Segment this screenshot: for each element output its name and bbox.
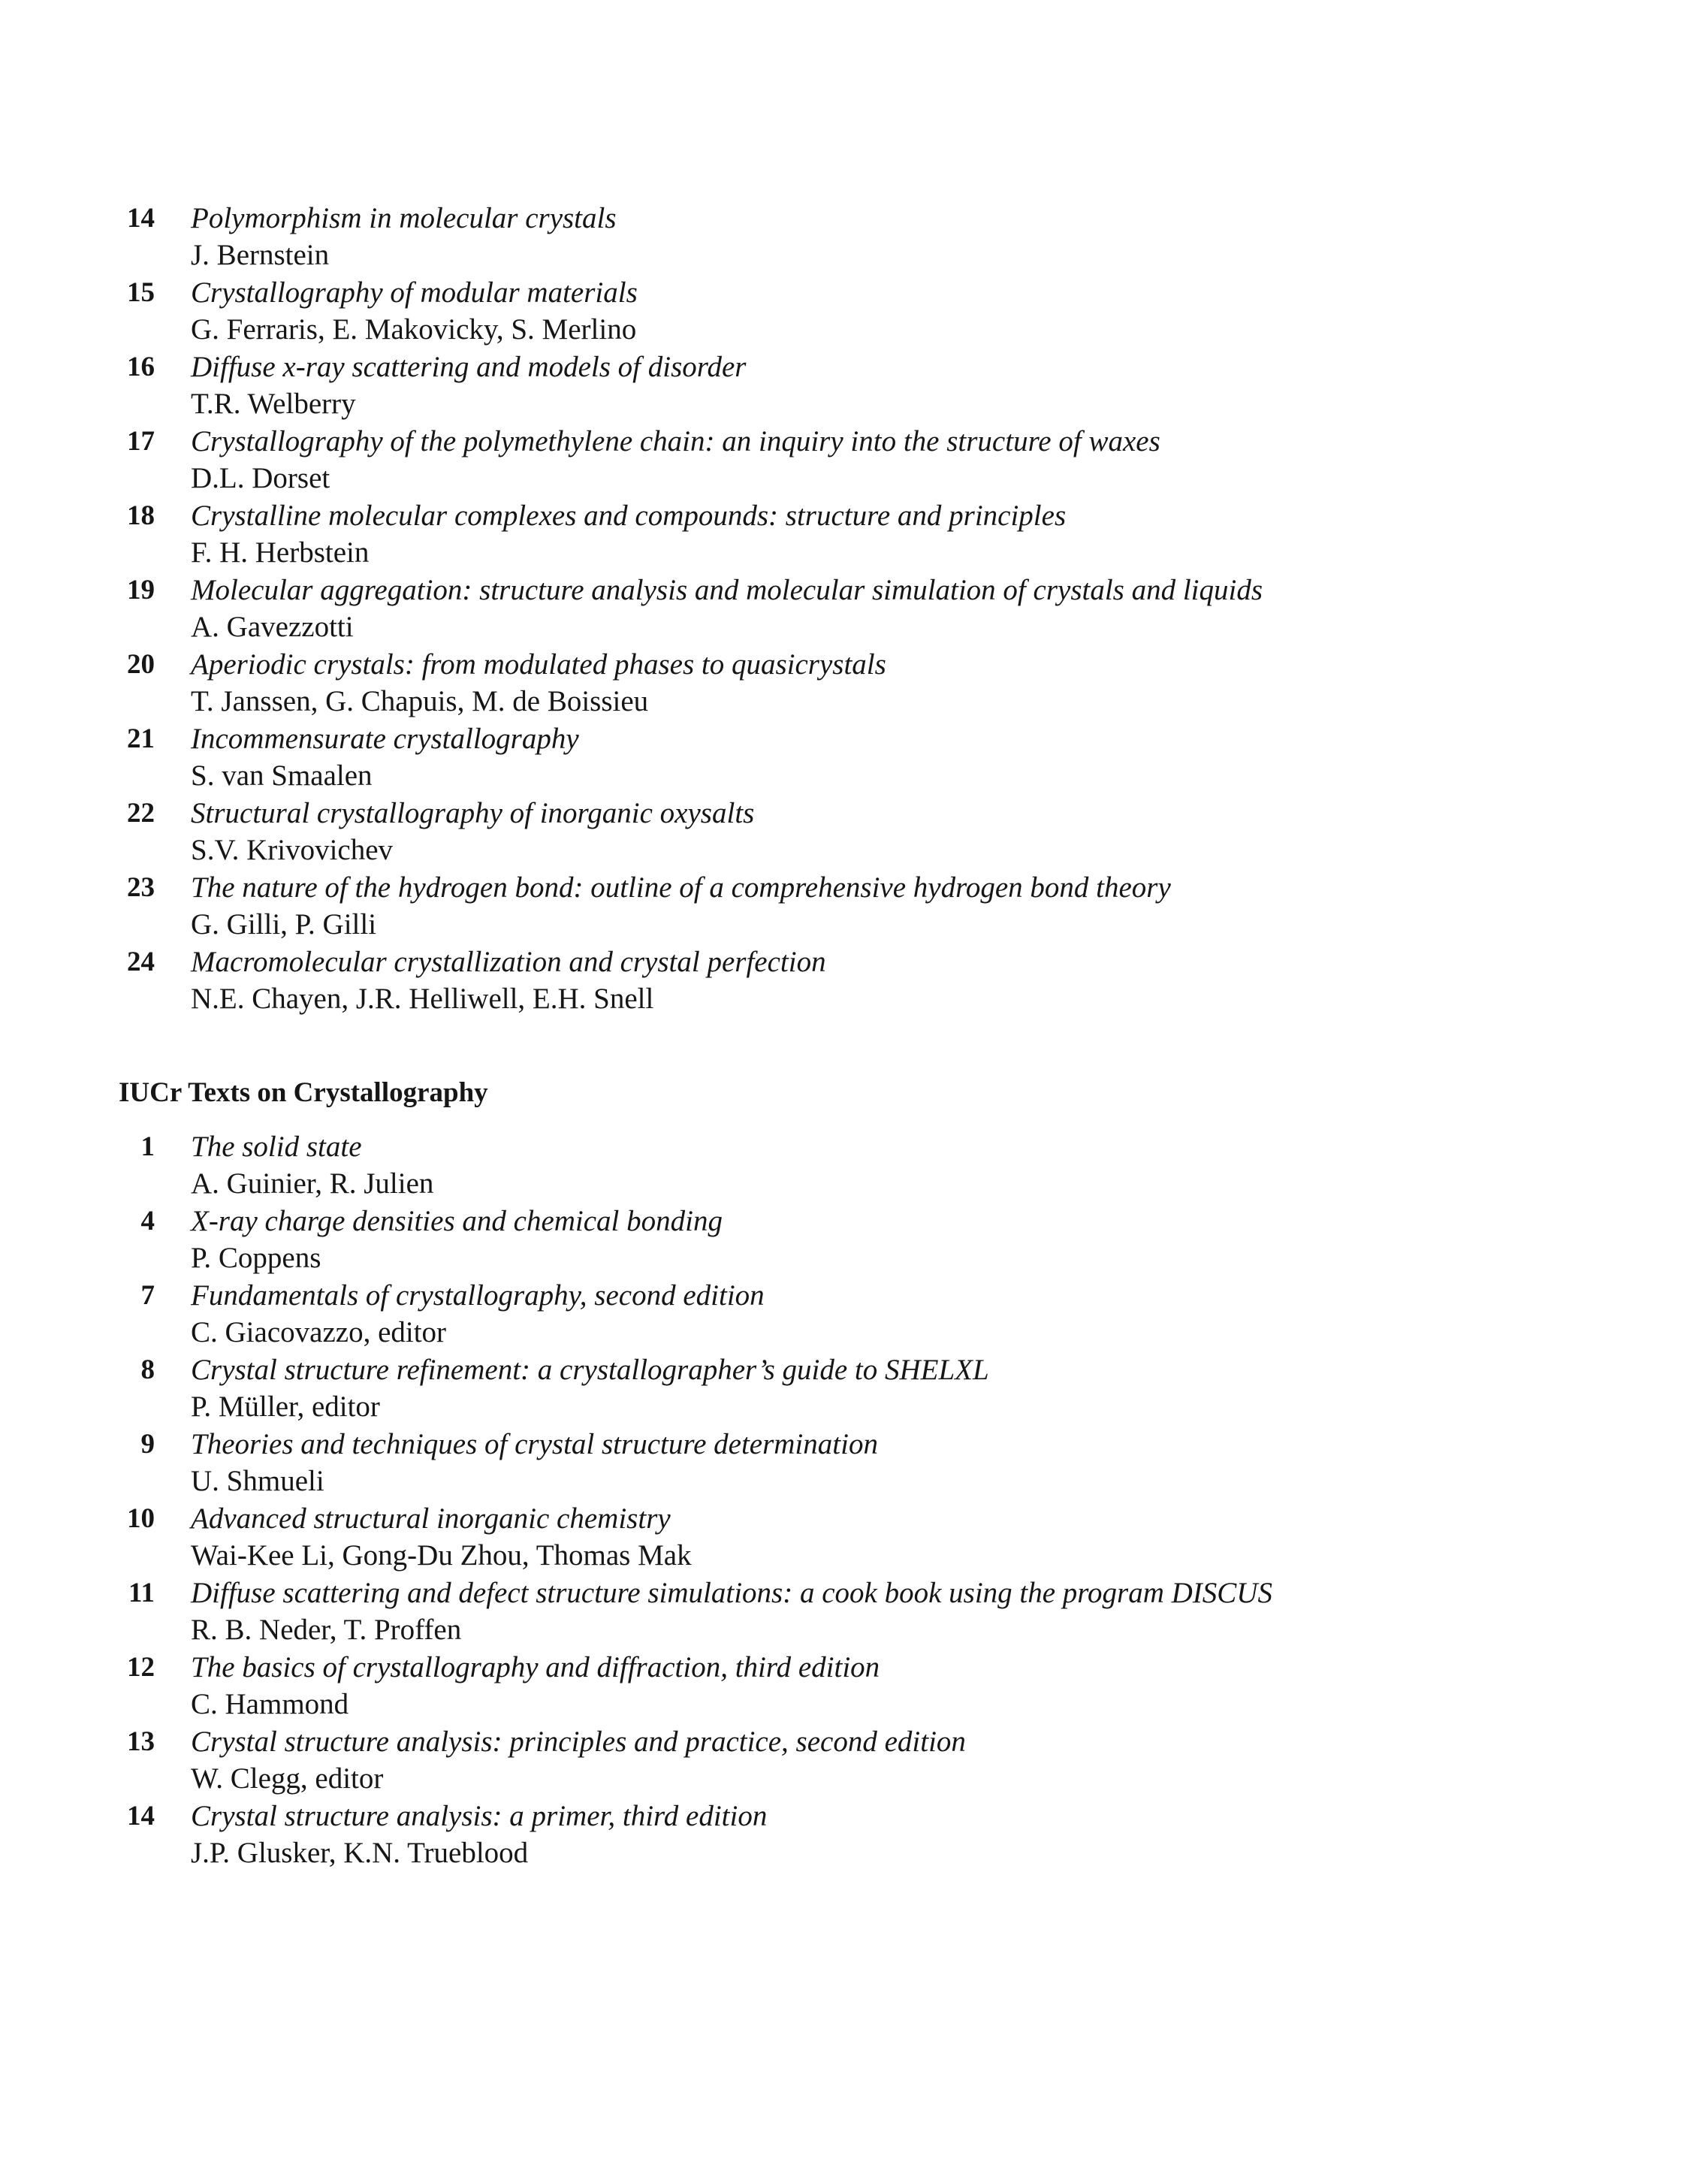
book-entry: [119, 1575, 1546, 1649]
volume-number: 24: [127, 947, 155, 977]
volume-number: 15: [127, 277, 155, 308]
book-entry: [119, 1277, 1546, 1351]
book-title: Polymorphism in molecular crystals: [191, 202, 617, 234]
volume-number: 19: [127, 575, 155, 605]
book-title: The nature of the hydrogen bond: outline of a comprehensive hydrogen bond theory: [191, 871, 1171, 904]
book-title: Diffuse scattering and defect structure simulations: a cook book using the program DISCUS: [191, 1577, 1272, 1609]
book-title: The solid state: [191, 1131, 362, 1163]
book-authors: P. Müller, editor: [191, 1390, 380, 1423]
volume-number: 4: [140, 1206, 155, 1236]
book-authors: P. Coppens: [191, 1242, 321, 1274]
book-title: Theories and techniques of crystal structure determination: [191, 1428, 878, 1460]
book-authors: N.E. Chayen, J.R. Helliwell, E.H. Snell: [191, 983, 654, 1015]
book-title: X-ray charge densities and chemical bonding: [191, 1205, 723, 1237]
book-title: Crystal structure refinement: a crystallographer’s guide to SHELXL: [191, 1354, 989, 1386]
book-entry: [119, 572, 1546, 646]
book-entry: [119, 720, 1546, 795]
book-authors: G. Ferraris, E. Makovicky, S. Merlino: [191, 313, 637, 346]
book-entry: [119, 1798, 1546, 1872]
book-title: Crystal structure analysis: a primer, third edition: [191, 1800, 768, 1832]
book-authors: F. H. Herbstein: [191, 536, 370, 569]
volume-number: 20: [127, 649, 155, 680]
book-entry: [119, 1723, 1546, 1798]
volume-number: 8: [140, 1354, 155, 1385]
book-entry: [119, 423, 1546, 497]
volume-number: 12: [127, 1652, 155, 1683]
volume-number: 17: [127, 426, 155, 457]
volume-number: 11: [128, 1578, 155, 1608]
book-entry: [119, 1500, 1546, 1575]
iucr-texts-series-list: [119, 1074, 1546, 1872]
book-title: Crystallography of modular materials: [191, 276, 638, 309]
volume-number: 10: [127, 1503, 155, 1534]
volume-number: 13: [127, 1726, 155, 1757]
book-entry: [119, 869, 1546, 944]
book-authors: A. Guinier, R. Julien: [191, 1167, 434, 1200]
book-authors: J. Bernstein: [191, 239, 330, 271]
volume-number: 9: [140, 1429, 155, 1460]
book-title: Macromolecular crystallization and crystal perfection: [191, 946, 826, 978]
volume-number: 14: [127, 203, 155, 234]
book-entry: [119, 795, 1546, 869]
book-authors: C. Hammond: [191, 1688, 349, 1720]
book-entry: [119, 646, 1546, 720]
book-title: Advanced structural inorganic chemistry: [191, 1502, 671, 1535]
book-entry: [119, 274, 1546, 349]
book-title: Molecular aggregation: structure analysis and molecular simulation of crystals and liquids: [191, 574, 1263, 606]
book-authors: S. van Smaalen: [191, 759, 373, 792]
book-entry: [119, 497, 1546, 572]
book-title: Crystal structure analysis: principles and practice, second edition: [191, 1726, 966, 1758]
book-authors: G. Gilli, P. Gilli: [191, 908, 377, 941]
book-title: Aperiodic crystals: from modulated phases to quasicrystals: [191, 648, 886, 681]
book-authors: T.R. Welberry: [191, 388, 356, 420]
monographs-series-list: [119, 200, 1546, 1018]
book-authors: J.P. Glusker, K.N. Trueblood: [191, 1837, 529, 1869]
series-heading: IUCr Texts on Crystallography: [119, 1077, 488, 1108]
volume-number: 21: [127, 723, 155, 754]
book-title: Crystalline molecular complexes and compounds: structure and principles: [191, 500, 1067, 532]
book-title: Diffuse x-ray scattering and models of disorder: [191, 351, 747, 383]
book-title: Crystallography of the polymethylene chain: an inquiry into the structure of waxes: [191, 425, 1160, 457]
volume-number: 22: [127, 798, 155, 829]
book-title: Structural crystallography of inorganic oxysalts: [191, 797, 755, 829]
volume-number: 14: [127, 1801, 155, 1831]
volume-number: 7: [140, 1280, 155, 1311]
book-title: The basics of crystallography and diffraction, third edition: [191, 1651, 880, 1683]
book-authors: Wai-Kee Li, Gong-Du Zhou, Thomas Mak: [191, 1539, 692, 1572]
book-entry: [119, 349, 1546, 423]
book-entry: [119, 1426, 1546, 1500]
book-authors: U. Shmueli: [191, 1465, 324, 1497]
book-authors: D.L. Dorset: [191, 462, 330, 494]
book-authors: T. Janssen, G. Chapuis, M. de Boissieu: [191, 685, 649, 717]
book-authors: C. Giacovazzo, editor: [191, 1316, 447, 1348]
volume-number: 23: [127, 872, 155, 903]
book-title: Fundamentals of crystallography, second edition: [191, 1279, 765, 1312]
book-title: Incommensurate crystallography: [191, 723, 579, 755]
book-authors: S.V. Krivovichev: [191, 834, 394, 866]
book-entry: [119, 1649, 1546, 1723]
book-authors: A. Gavezzotti: [191, 611, 354, 643]
book-entry: [119, 944, 1546, 1018]
volume-number: 1: [140, 1131, 155, 1162]
book-entry: [119, 200, 1546, 274]
book-entry: [119, 1351, 1546, 1426]
book-entry: [119, 1203, 1546, 1277]
book-authors: W. Clegg, editor: [191, 1762, 384, 1795]
volume-number: 18: [127, 500, 155, 531]
book-entry: [119, 1128, 1546, 1203]
volume-number: 16: [127, 352, 155, 382]
book-authors: R. B. Neder, T. Proffen: [191, 1614, 462, 1646]
